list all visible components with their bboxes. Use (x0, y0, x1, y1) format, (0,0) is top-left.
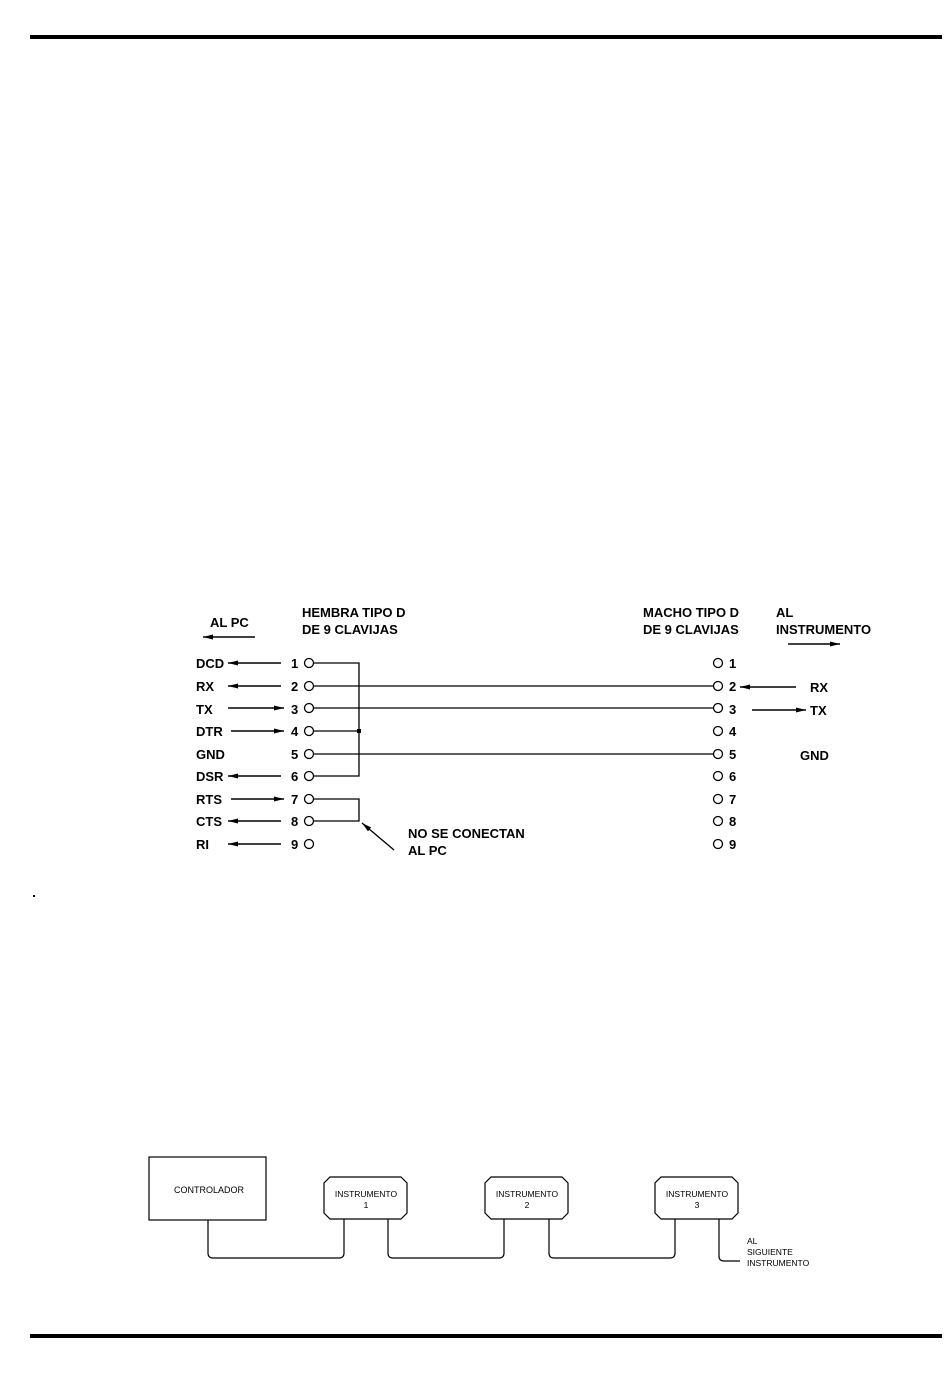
right-contact-9 (714, 840, 723, 849)
left-pin-2: 2 (291, 679, 299, 694)
cable-controller-to-1 (208, 1219, 344, 1258)
signal-tx: TX (196, 702, 213, 717)
left-pin-3: 3 (291, 702, 299, 717)
right-signal-rx: RX (810, 680, 829, 695)
next-label-2: SIGUIENTE (747, 1247, 793, 1257)
left-pin-4: 4 (291, 724, 299, 739)
left-contact-4 (305, 727, 314, 736)
left-pin-1: 1 (291, 656, 299, 671)
left-pin-contacts (305, 659, 314, 849)
right-signal-tx: TX (810, 703, 827, 718)
signal-gnd: GND (196, 747, 225, 762)
cable-3-to-next (719, 1219, 740, 1261)
instrument-2-number: 2 (524, 1200, 530, 1210)
left-pin-5: 5 (291, 747, 299, 762)
right-contact-8 (714, 817, 723, 826)
signal-rx: RX (196, 679, 215, 694)
instrument-1-number: 1 (363, 1200, 369, 1210)
right-pin-7: 7 (729, 792, 737, 807)
instrument-3-number: 3 (694, 1200, 700, 1210)
right-signal-gnd: GND (800, 748, 829, 763)
loopback-rts-cts (314, 799, 359, 821)
right-pin-8: 8 (729, 814, 737, 829)
right-contact-7 (714, 795, 723, 804)
right-pin-1: 1 (729, 656, 737, 671)
instrument-2-label: INSTRUMENTO (495, 1189, 559, 1199)
bottom-rule (30, 1334, 942, 1338)
signal-cts: CTS (196, 814, 222, 829)
signal-ri: RI (196, 837, 209, 852)
right-pin-6: 6 (729, 769, 737, 784)
right-contact-2 (714, 682, 723, 691)
left-contact-1 (305, 659, 314, 668)
controller-label: CONTROLADOR (173, 1185, 245, 1195)
serial-wiring-diagram (196, 605, 871, 858)
left-pin-7: 7 (291, 792, 299, 807)
right-direction-label-2: INSTRUMENTO (776, 622, 872, 637)
next-label-3: INSTRUMENTO (747, 1258, 810, 1268)
right-pin-3: 3 (729, 702, 737, 717)
right-pin-4: 4 (729, 724, 737, 739)
right-connector-title-2: DE 9 CLAVIJAS (643, 622, 739, 637)
left-pin-6: 6 (291, 769, 299, 784)
cable-1-to-2 (388, 1219, 504, 1258)
left-contact-3 (305, 704, 314, 713)
signal-rts: RTS (196, 792, 222, 807)
left-pin-9: 9 (291, 837, 299, 852)
right-pin-2: 2 (729, 679, 737, 694)
left-pin-8: 8 (291, 814, 299, 829)
left-connector-title-1: HEMBRA TIPO D (302, 605, 406, 620)
note-pointer-arrow (362, 823, 394, 850)
left-contact-8 (305, 817, 314, 826)
left-connector-title-2: DE 9 CLAVIJAS (302, 622, 398, 637)
left-contact-7 (305, 795, 314, 804)
right-contact-4 (714, 727, 723, 736)
left-contact-9 (305, 840, 314, 849)
left-contact-6 (305, 772, 314, 781)
right-contact-3 (714, 704, 723, 713)
signal-dcd: DCD (196, 656, 225, 671)
cable-2-to-3 (549, 1219, 675, 1258)
right-contact-6 (714, 772, 723, 781)
junction-dot (357, 729, 361, 733)
loopback-dcd-dsr (314, 663, 359, 776)
signal-dsr: DSR (196, 769, 224, 784)
signal-dtr: DTR (196, 724, 223, 739)
left-direction-label: AL PC (210, 615, 249, 630)
note-line-1: NO SE CONECTAN (408, 826, 525, 841)
right-contact-5 (714, 750, 723, 759)
left-contact-2 (305, 682, 314, 691)
next-label-1: AL (747, 1236, 758, 1246)
note-line-2: AL PC (408, 843, 447, 858)
right-pin-contacts (714, 659, 723, 849)
stray-dot (33, 895, 35, 897)
right-direction-label-1: AL (776, 605, 794, 620)
right-pin-5: 5 (729, 747, 737, 762)
right-connector-title-1: MACHO TIPO D (643, 605, 740, 620)
left-contact-5 (305, 750, 314, 759)
instrument-3-label: INSTRUMENTO (665, 1189, 729, 1199)
daisy-chain-diagram (149, 1157, 810, 1268)
right-pin-9: 9 (729, 837, 737, 852)
right-contact-1 (714, 659, 723, 668)
instrument-1-label: INSTRUMENTO (334, 1189, 398, 1199)
